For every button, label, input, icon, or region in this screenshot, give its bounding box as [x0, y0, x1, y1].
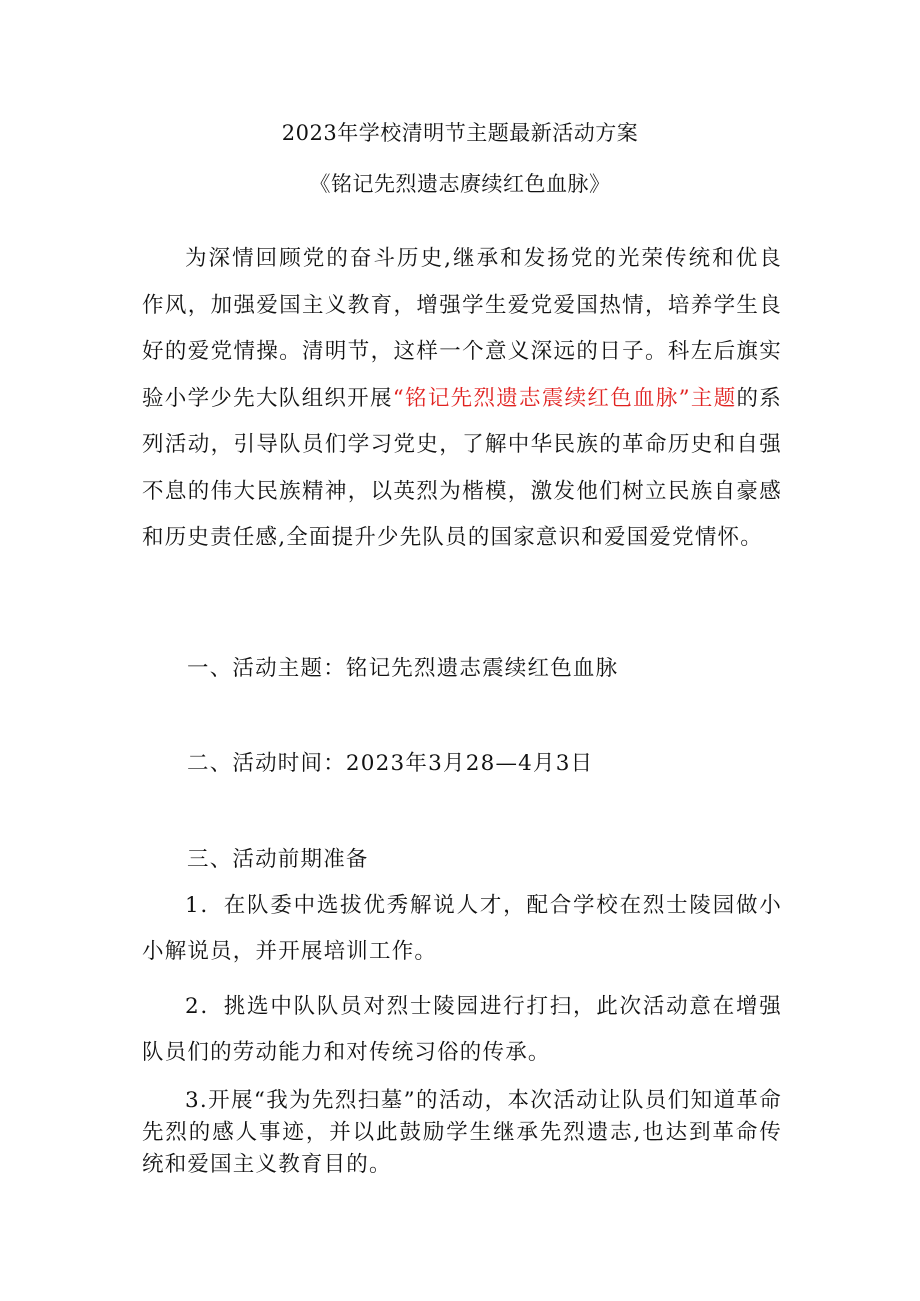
intro-text-end: 的系列活动，引导队员们学习党史，了解中华民族的革命历史和自强不息的伟大民族精神，以英烈为楷模，激发他们树立民族自豪感和历史责任感,全面提升少先队员的国家意识和爱国爱党情怀。: [142, 385, 782, 550]
document-title: 2023年学校清明节主题最新活动方案: [281, 121, 639, 145]
intro-highlight: “铭记先烈遗志震续红色血脉”主题: [392, 385, 737, 411]
section-heading-preparation: 三、活动前期准备: [187, 847, 369, 872]
prep-item-2: 2．挑选中队队员对烈士陵园进行打扫，此次活动意在增强队员们的劳动能力和对传统习俗的传承。: [142, 994, 782, 1065]
intro-text-start: 为深情回顾党的奋斗历史,继承和发扬党的光荣传统和优良作风，加强爱国主义教育，增强学生爱党爱国热情，培养学生良好的爱党情操。清明节，这样一个意义深远的日子。科左后旗实验小学少先大队组织开展: [142, 246, 782, 411]
intro-paragraph: [142, 236, 782, 562]
section-heading-theme: 一、活动主题：铭记先烈遗志震续红色血脉: [187, 656, 619, 681]
prep-item-3: 3.开展“我为先烈扫墓”的活动，本次活动让队员们知道革命先烈的感人事迹，并以此鼓励学生继承先烈遗志,也达到革命传统和爱国主义教育目的。: [142, 1088, 782, 1177]
document-subtitle: 《铭记先烈遗志赓续红色血脉》: [309, 172, 611, 196]
section-heading-time: 二、活动时间：2023年3月28—4月3日: [187, 751, 594, 776]
prep-item-1: 1．在队委中选拔优秀解说人才，配合学校在烈士陵园做小小解说员，并开展培训工作。: [142, 893, 782, 964]
